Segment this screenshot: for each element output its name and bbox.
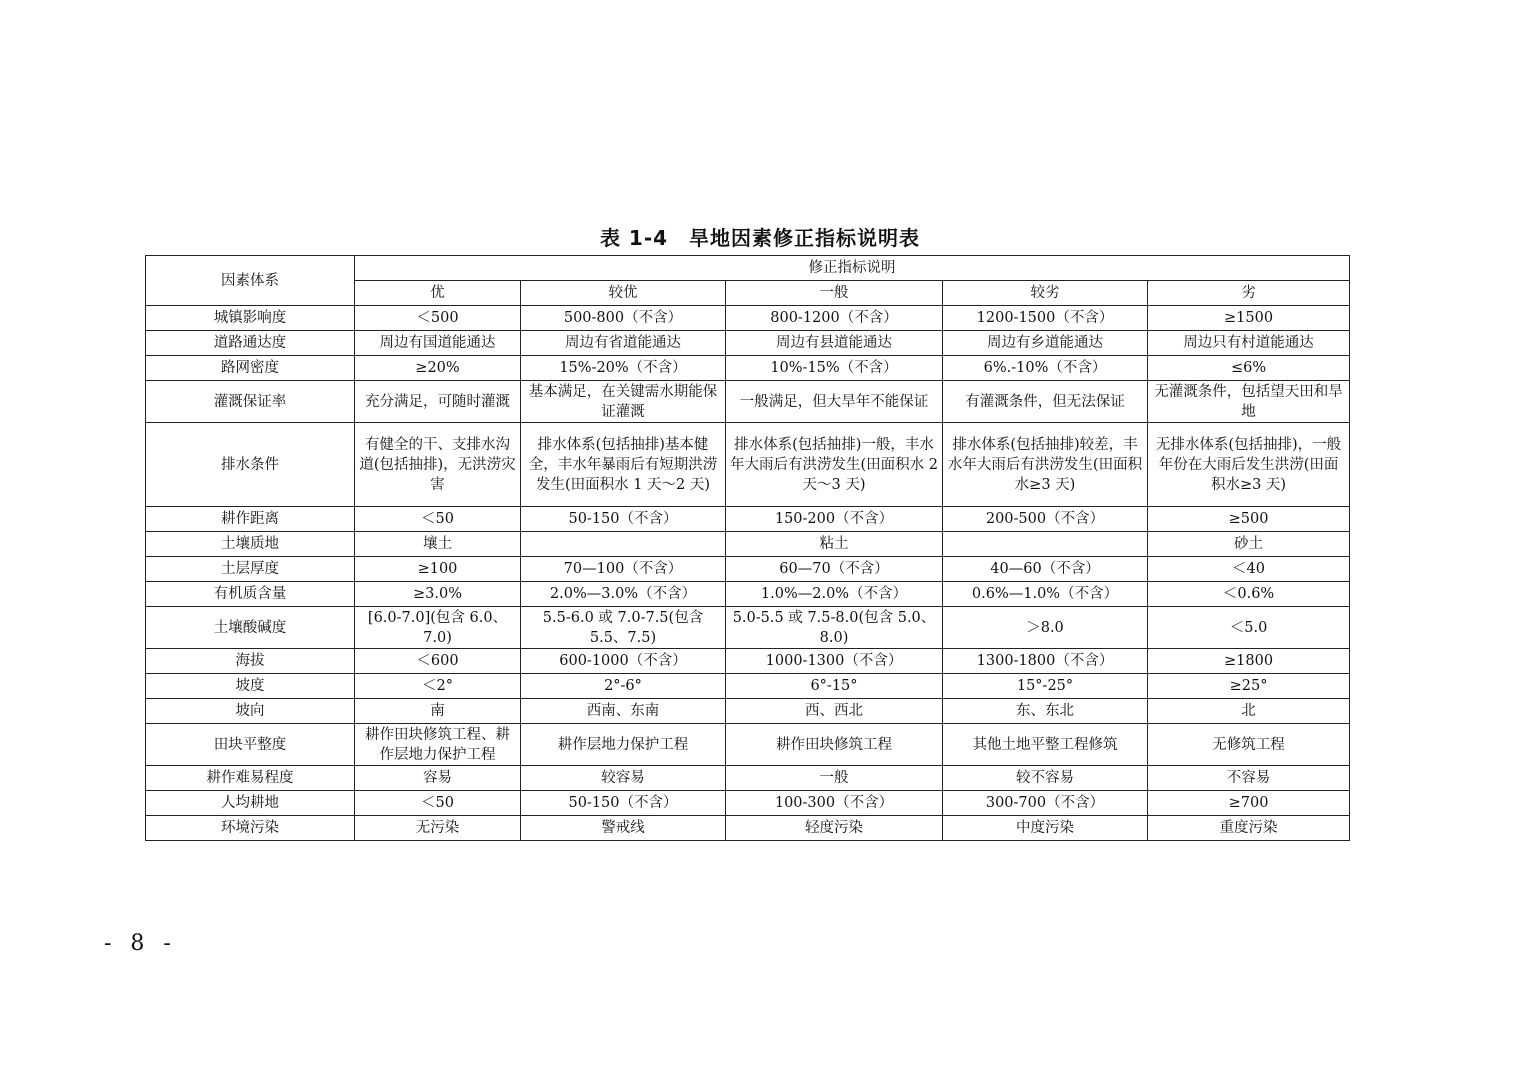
value-cell: 6°-15° [726,674,943,699]
value-cell: ＜5.0 [1148,607,1350,649]
value-cell: 100-300（不含） [726,791,943,816]
value-cell: ＞8.0 [943,607,1148,649]
value-cell: ≥20% [355,356,521,381]
value-cell: 周边有县道能通达 [726,331,943,356]
value-cell: 较不容易 [943,766,1148,791]
table-row [146,331,1350,356]
value-cell: 5.0-5.5 或 7.5-8.0(包含 5.0、8.0) [726,607,943,649]
value-cell: ≥700 [1148,791,1350,816]
correction-index-table [145,255,1350,841]
value-cell: 耕作层地力保护工程 [521,724,726,766]
factor-cell: 人均耕地 [146,791,355,816]
table-row [146,306,1350,331]
value-cell: 无灌溉条件，包括望天田和旱地 [1148,381,1350,423]
value-cell: 2.0%—3.0%（不含） [521,582,726,607]
value-cell: ≥1800 [1148,649,1350,674]
value-cell: 150-200（不含） [726,507,943,532]
factor-cell: 有机质含量 [146,582,355,607]
header-grade-cell: 较优 [521,281,726,306]
value-cell: ≥1500 [1148,306,1350,331]
value-cell: 50-150（不含） [521,507,726,532]
value-cell: 60—70（不含） [726,557,943,582]
value-cell: 40—60（不含） [943,557,1148,582]
table-row [146,582,1350,607]
factor-cell: 路网密度 [146,356,355,381]
factor-cell: 坡向 [146,699,355,724]
value-cell [521,532,726,557]
value-cell: 1200-1500（不含） [943,306,1148,331]
factor-cell: 道路通达度 [146,331,355,356]
value-cell: 600-1000（不含） [521,649,726,674]
header-factor-cell: 因素体系 [146,256,355,306]
value-cell: ＜50 [355,507,521,532]
value-cell: 周边有乡道能通达 [943,331,1148,356]
factor-cell: 土壤酸碱度 [146,607,355,649]
value-cell: 重度污染 [1148,816,1350,841]
value-cell: 1000-1300（不含） [726,649,943,674]
value-cell: ＜2° [355,674,521,699]
table-row [146,507,1350,532]
value-cell: 排水体系(包括抽排)一般，丰水年大雨后有洪涝发生(田面积水 2 天～3 天) [726,423,943,507]
page-number: - 8 - [104,931,177,956]
table-row [146,816,1350,841]
factor-cell: 土壤质地 [146,532,355,557]
value-cell: 300-700（不含） [943,791,1148,816]
value-cell: 0.6%—1.0%（不含） [943,582,1148,607]
value-cell: 北 [1148,699,1350,724]
value-cell: 无污染 [355,816,521,841]
value-cell: 排水体系(包括抽排)基本健全，丰水年暴雨后有短期洪涝发生(田面积水 1 天～2 天) [521,423,726,507]
value-cell: ≥25° [1148,674,1350,699]
value-cell: 70—100（不含） [521,557,726,582]
value-cell: 1.0%—2.0%（不含） [726,582,943,607]
value-cell: ＜40 [1148,557,1350,582]
value-cell: 耕作田块修筑工程 [726,724,943,766]
header-grade-cell: 一般 [726,281,943,306]
factor-cell: 耕作距离 [146,507,355,532]
value-cell: 南 [355,699,521,724]
value-cell: 1300-1800（不含） [943,649,1148,674]
factor-cell: 耕作难易程度 [146,766,355,791]
value-cell: 较容易 [521,766,726,791]
header-grade-cell: 优 [355,281,521,306]
value-cell: 15°-25° [943,674,1148,699]
value-cell: 轻度污染 [726,816,943,841]
value-cell: 粘土 [726,532,943,557]
table-row [146,557,1350,582]
value-cell: 周边有省道能通达 [521,331,726,356]
value-cell: ≥500 [1148,507,1350,532]
value-cell: 6%.-10%（不含） [943,356,1148,381]
value-cell [943,532,1148,557]
table-row [146,356,1350,381]
value-cell: 周边有国道能通达 [355,331,521,356]
value-cell: 其他土地平整工程修筑 [943,724,1148,766]
value-cell: ≥100 [355,557,521,582]
table-row [146,607,1350,649]
table-row [146,699,1350,724]
factor-cell: 灌溉保证率 [146,381,355,423]
value-cell: 500-800（不含） [521,306,726,331]
value-cell: 一般 [726,766,943,791]
factor-cell: 海拔 [146,649,355,674]
value-cell: 10%-15%（不含） [726,356,943,381]
value-cell: 排水体系(包括抽排)较差，丰水年大雨后有洪涝发生(田面积水≥3 天) [943,423,1148,507]
value-cell: 耕作田块修筑工程、耕作层地力保护工程 [355,724,521,766]
value-cell: 周边只有村道能通达 [1148,331,1350,356]
value-cell: 充分满足，可随时灌溉 [355,381,521,423]
value-cell: 800-1200（不含） [726,306,943,331]
value-cell: 2°-6° [521,674,726,699]
factor-cell: 城镇影响度 [146,306,355,331]
value-cell: ≥3.0% [355,582,521,607]
value-cell: 5.5-6.0 或 7.0-7.5(包含 5.5、7.5) [521,607,726,649]
header-grade-cell: 劣 [1148,281,1350,306]
value-cell: 50-150（不含） [521,791,726,816]
factor-cell: 田块平整度 [146,724,355,766]
value-cell: ＜50 [355,791,521,816]
value-cell: ＜600 [355,649,521,674]
value-cell: 有健全的干、支排水沟道(包括抽排)，无洪涝灾害 [355,423,521,507]
value-cell: 容易 [355,766,521,791]
value-cell: 不容易 [1148,766,1350,791]
table-row [146,423,1350,507]
factor-cell: 环境污染 [146,816,355,841]
value-cell: 15%-20%（不含） [521,356,726,381]
value-cell: ＜0.6% [1148,582,1350,607]
table-title: 表 1-4 旱地因素修正指标说明表 [599,226,921,250]
value-cell: 西南、东南 [521,699,726,724]
value-cell: 东、东北 [943,699,1148,724]
value-cell: 西、西北 [726,699,943,724]
value-cell: 基本满足，在关键需水期能保证灌溉 [521,381,726,423]
table-row [146,649,1350,674]
table-row [146,674,1350,699]
value-cell: 一般满足，但大旱年不能保证 [726,381,943,423]
value-cell: 200-500（不含） [943,507,1148,532]
value-cell: 有灌溉条件，但无法保证 [943,381,1148,423]
value-cell: 无排水体系(包括抽排)，一般年份在大雨后发生洪涝(田面积水≥3 天) [1148,423,1350,507]
header-group-cell: 修正指标说明 [355,256,1350,281]
table-row [146,532,1350,557]
table-row [146,791,1350,816]
factor-cell: 土层厚度 [146,557,355,582]
value-cell: 砂土 [1148,532,1350,557]
value-cell: ≤6% [1148,356,1350,381]
table-row [146,724,1350,766]
value-cell: 警戒线 [521,816,726,841]
value-cell: [6.0-7.0](包含 6.0、7.0) [355,607,521,649]
factor-cell: 排水条件 [146,423,355,507]
header-grade-cell: 较劣 [943,281,1148,306]
value-cell: ＜500 [355,306,521,331]
value-cell: 中度污染 [943,816,1148,841]
table-row [146,381,1350,423]
table-row [146,766,1350,791]
value-cell: 壤土 [355,532,521,557]
factor-cell: 坡度 [146,674,355,699]
header-row-1 [146,256,1350,281]
value-cell: 无修筑工程 [1148,724,1350,766]
